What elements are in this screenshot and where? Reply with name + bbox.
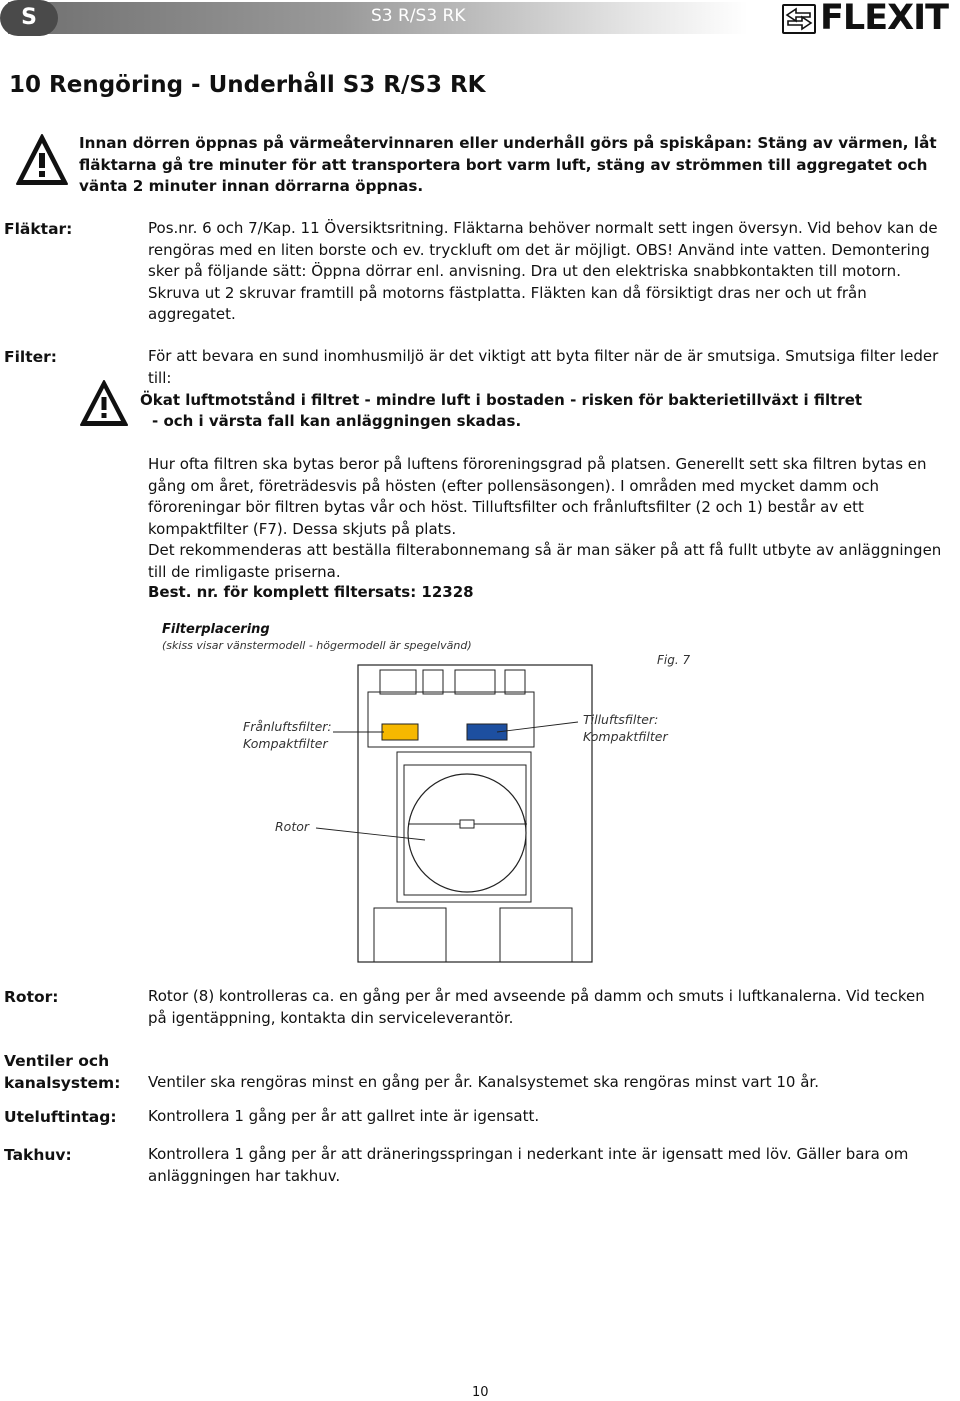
filter-warning-line-1: Ökat luftmotstånd i filtret - mindre luft i bostaden - risken för bakterietillväxt i filtret	[140, 391, 863, 409]
supply-filter-label-1: Tilluftsfilter:	[583, 712, 659, 727]
top-compartment-4	[505, 670, 525, 694]
flexit-logo	[782, 0, 958, 38]
exhaust-filter-label-2: Kompaktfilter	[243, 736, 328, 751]
valves-label-line-1: Ventiler och	[4, 1052, 110, 1070]
filter-paragraph-1: Hur ofta filtren ska bytas beror på luftens föroreningsgrad på platsen. Generellt sett ska filtren bytas en gång om året, företrädesvis på hösten (efter pollensäsongen). I områden med mycket damm och föroreningar bör filtren bytas vår och höst. Tilluftsfilter och frånluftsfilter (2 och 1) består av ett kompaktfilter (F7). Dessa skjuts på plats.	[148, 455, 927, 538]
filter-order-number: Best. nr. för komplett filtersats: 12328	[148, 583, 474, 601]
filter-intro: För att bevara en sund inomhusmiljö är det viktigt att byta filter när de är smutsiga. Smutsiga filter leder till:	[148, 347, 939, 387]
roof-cap-label: Takhuv:	[4, 1146, 72, 1164]
top-compartment-3	[455, 670, 495, 694]
rotor-section-text: Rotor (8) kontrolleras ca. en gång per år med avseende på damm och smuts i luftkanalerna. Vid tecken på igentäppning, kontakta din serviceleverantör.	[148, 987, 925, 1027]
warning-triangle-icon	[14, 132, 70, 192]
supply-leader-line	[497, 722, 578, 732]
figure-subtitle: (skiss visar vänstermodell - högermodell är spegelvänd)	[162, 639, 472, 652]
language-badge: S	[0, 0, 58, 36]
rotor-wheel	[408, 774, 526, 892]
page-title: 10 Rengöring - Underhåll S3 R/S3 RK	[9, 72, 486, 98]
top-compartment-2	[423, 670, 443, 694]
top-compartment-1	[380, 670, 416, 694]
exhaust-filter-label-1: Frånluftsfilter:	[243, 719, 332, 734]
logo-text: FLEXIT	[820, 0, 949, 38]
filter-paragraph-2: Det rekommenderas att beställa filterabonnemang så är man säker på att få fullt utbyte av anläggningen till de rimligaste priserna.	[148, 541, 942, 581]
warning-text: Innan dörren öppnas på värmeåtervinnaren eller underhåll görs på spiskåpan: Stäng av värmen, låt fläktarna gå tre minuter för att transportera bort varm luft, stäng av strömmen till aggregatet och vänta 2 minuter innan dörrarna öppnas.	[79, 134, 937, 195]
exhaust-filter	[382, 724, 418, 740]
header-model: S3 R/S3 RK	[371, 6, 466, 26]
page-number: 10	[472, 1385, 489, 1400]
intake-label: Uteluftintag:	[4, 1108, 117, 1126]
intake-text: Kontrollera 1 gång per år att gallret inte är igensatt.	[148, 1107, 540, 1125]
flexit-arrows-logo-icon	[782, 4, 816, 34]
supply-filter-label-2: Kompaktfilter	[583, 729, 668, 744]
bottom-compartment-left	[374, 908, 446, 962]
rotor-label: Rotor	[275, 819, 310, 834]
rotor-section-label: Rotor:	[4, 988, 59, 1006]
fans-label: Fläktar:	[4, 220, 73, 238]
page-header	[0, 0, 960, 36]
valves-text: Ventiler ska rengöras minst en gång per år. Kanalsystemet ska rengöras minst vart 10 år.	[148, 1073, 819, 1091]
fans-text: Pos.nr. 6 och 7/Kap. 11 Översiktsritning. Fläktarna behöver normalt sett ingen översyn. Vid behov kan de rengöras med en liten borste och ev. tryckluft om det är möjligt. OBS! Använd inte vatten. Demontering sker på följande sätt: Öppna dörrar enl. anvisning. Dra ut den elektriska snabbkontakten till motorn. Skruva ut 2 skruvar framtill på motorns fästplatta. Fläkten kan då försiktigt dras ner och ut från aggregatet.	[148, 219, 938, 323]
supply-filter	[467, 724, 507, 740]
roof-cap-text: Kontrollera 1 gång per år att dräneringsspringan i nederkant inte är igensatt med löv. Gäller bara om anläggningen har takhuv.	[148, 1145, 909, 1185]
figure-title: Filterplacering	[162, 622, 270, 637]
bottom-compartment-right	[500, 908, 572, 962]
filter-label: Filter:	[4, 348, 57, 366]
warning-triangle-icon	[78, 378, 130, 432]
figure-number: Fig. 7	[657, 653, 691, 667]
filter-placement-diagram	[0, 660, 960, 980]
valves-label-line-2: kanalsystem:	[4, 1074, 121, 1092]
filter-warning-line-2: - och i värsta fall kan anläggningen skadas.	[152, 412, 522, 430]
